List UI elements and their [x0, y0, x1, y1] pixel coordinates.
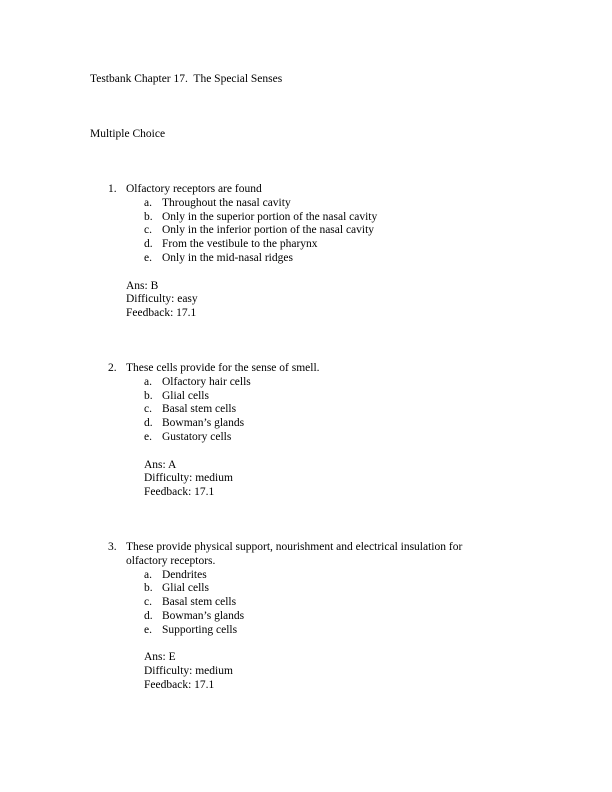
- answer-block: [0, 459, 612, 500]
- question-number: 2.: [108, 362, 117, 374]
- option-c: [0, 224, 612, 238]
- answer-key: Ans: A: [144, 458, 177, 471]
- option-e: [0, 624, 612, 638]
- feedback-label: Feedback: 17.1: [144, 678, 215, 691]
- feedback-label: Feedback: 17.1: [126, 307, 197, 320]
- feedback-label: Feedback: 17.1: [144, 486, 215, 499]
- question-stem: [0, 541, 486, 569]
- option-b: [0, 211, 612, 225]
- option-letter: c.: [144, 224, 152, 237]
- question-number: 1.: [108, 183, 117, 195]
- option-letter: d.: [144, 238, 153, 251]
- option-letter: d.: [144, 417, 153, 430]
- difficulty-label: Difficulty: medium: [144, 472, 233, 485]
- option-letter: c.: [144, 403, 152, 416]
- section-heading: Multiple Choice: [90, 128, 166, 140]
- option-text: Only in the mid-nasal ridges: [162, 251, 293, 264]
- option-list: [0, 197, 612, 266]
- question-stem: [0, 183, 486, 197]
- option-d: [0, 610, 612, 624]
- option-letter: d.: [144, 609, 153, 622]
- option-text: Bowman’s glands: [162, 609, 245, 622]
- option-a: [0, 197, 612, 211]
- option-letter: a.: [144, 568, 152, 581]
- option-letter: b.: [144, 210, 153, 223]
- option-letter: a.: [144, 196, 152, 209]
- question-2: [0, 362, 612, 500]
- option-letter: b.: [144, 389, 153, 402]
- question-number: 3.: [108, 541, 117, 553]
- option-a: [0, 376, 612, 390]
- option-text: Glial cells: [162, 389, 209, 402]
- option-text: Basal stem cells: [162, 403, 237, 416]
- option-d: [0, 238, 612, 252]
- option-letter: e.: [144, 251, 152, 264]
- option-text: Supporting cells: [162, 623, 238, 636]
- option-e: [0, 252, 612, 266]
- option-letter: a.: [144, 375, 152, 388]
- option-text: Dendrites: [162, 568, 207, 581]
- difficulty-label: Difficulty: medium: [144, 665, 233, 678]
- option-text: Only in the inferior portion of the nasal cavity: [162, 224, 375, 237]
- difficulty-label: Difficulty: easy: [126, 293, 198, 306]
- option-text: From the vestibule to the pharynx: [162, 238, 318, 251]
- option-letter: b.: [144, 582, 153, 595]
- question-text: Olfactory receptors are found: [126, 183, 262, 195]
- option-letter: c.: [144, 596, 152, 609]
- option-text: Bowman’s glands: [162, 417, 245, 430]
- question-3: [0, 541, 612, 693]
- question-stem: [0, 362, 486, 376]
- document-title: Testbank Chapter 17. The Special Senses: [90, 73, 283, 85]
- question-1: [0, 183, 612, 321]
- option-b: [0, 390, 612, 404]
- option-text: Glial cells: [162, 582, 209, 595]
- option-list: [0, 376, 612, 445]
- option-text: Basal stem cells: [162, 596, 237, 609]
- answer-key: Ans: E: [144, 651, 176, 664]
- option-text: Olfactory hair cells: [162, 375, 251, 388]
- answer-key: Ans: B: [126, 279, 159, 292]
- option-a: [0, 569, 612, 583]
- option-text: Throughout the nasal cavity: [162, 196, 291, 209]
- option-text: Only in the superior portion of the nasal cavity: [162, 210, 378, 223]
- option-list: [0, 569, 612, 638]
- option-letter: e.: [144, 430, 152, 443]
- option-text: Gustatory cells: [162, 430, 232, 443]
- option-b: [0, 582, 612, 596]
- answer-block: [0, 651, 612, 692]
- option-e: [0, 431, 612, 445]
- option-letter: e.: [144, 623, 152, 636]
- option-c: [0, 596, 612, 610]
- question-text: These cells provide for the sense of smell.: [126, 362, 320, 374]
- option-c: [0, 403, 612, 417]
- answer-block: [0, 280, 612, 321]
- question-text: These provide physical support, nourishment and electrical insulation for olfactory receptors.: [126, 541, 463, 567]
- option-d: [0, 417, 612, 431]
